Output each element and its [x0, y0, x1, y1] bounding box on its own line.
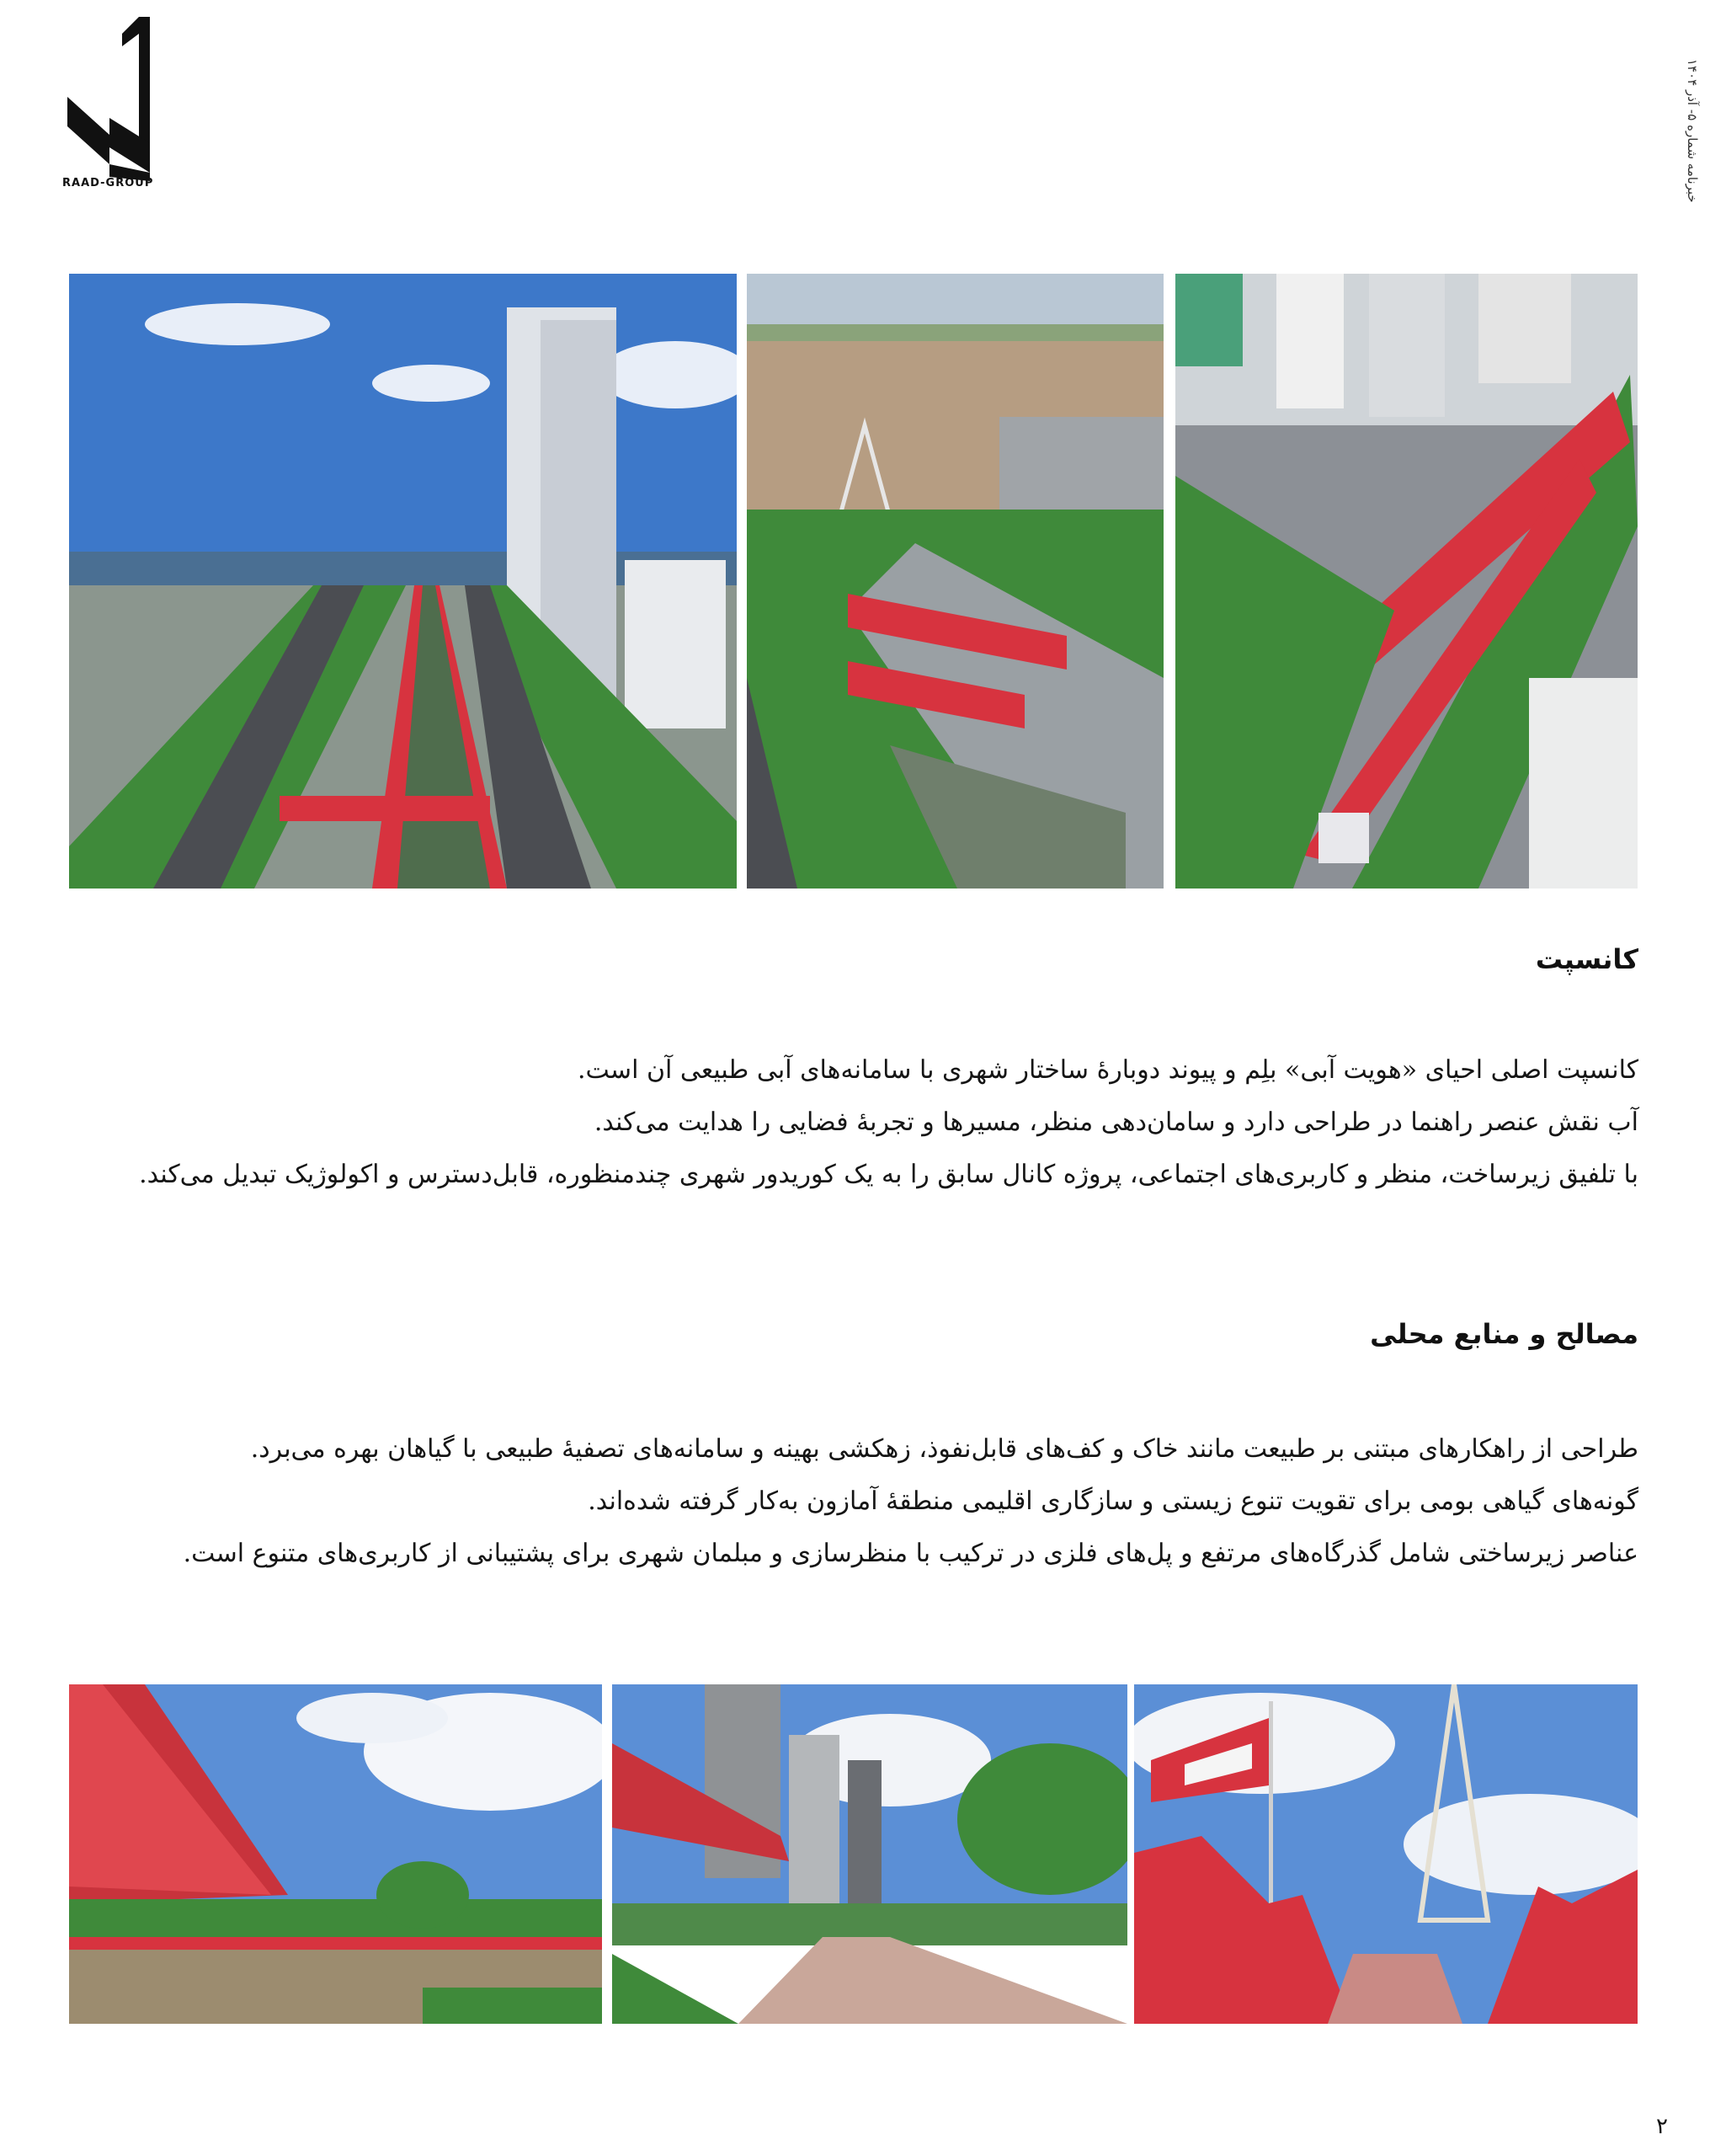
paragraph-line: طراحی از راهکارهای مبتنی بر طبیعت مانند خاک و کف‌های قابل‌نفوذ، زهکشی بهینه و سامانه‌های تصفیهٔ طبیعی با گیاهان بهره می‌برد.	[250, 1434, 1638, 1464]
paragraph-line: گونه‌های گیاهی بومی برای تقویت تنوع زیستی و سازگاری اقلیمی منطقهٔ آمازون به‌کار گرفته شده‌اند.	[588, 1486, 1638, 1516]
issue-note: خبرنامه شماره ۵- آذر ۱۴۰۴	[1685, 59, 1700, 203]
photo-aerial-canal-river	[747, 274, 1164, 889]
flag-photo-icon	[1134, 1684, 1638, 2024]
aerial-city-photo-icon	[1175, 274, 1638, 889]
page-number: ۲	[1656, 2114, 1668, 2139]
paragraph-line: کانسپت اصلی احیای «هویت آبی» بلِم و پیوند دوبارهٔ ساختار شهری با سامانه‌های آبی طبیعی آن است.	[577, 1055, 1638, 1085]
photo-promenade-towers	[612, 1684, 1127, 2024]
promenade-photo-icon	[612, 1684, 1127, 2024]
raad-group-logo	[59, 17, 160, 194]
logo-mark-icon	[59, 17, 160, 194]
photo-aerial-canal-bay	[69, 274, 737, 889]
logo-text: RAAD-GROUP	[62, 177, 154, 189]
aerial-city-photo-icon	[69, 274, 737, 889]
paragraph-line: آب نقش عنصر راهنما در طراحی دارد و سامان‌دهی منظر، مسیرها و تجربهٔ فضایی را هدایت می‌کند.	[594, 1107, 1638, 1137]
photo-flag-red-ramp	[1134, 1684, 1638, 2024]
paragraph-line: عناصر زیرساختی شامل گذرگاه‌های مرتفع و پل‌های فلزی در ترکیب با منظرسازی و مبلمان شهری برای پشتیبانی از کاربری‌های متنوع است.	[183, 1539, 1638, 1568]
aerial-city-photo-icon	[747, 274, 1164, 889]
section-body-concept	[56, 1044, 1638, 1201]
photo-aerial-canal-street	[1175, 274, 1638, 889]
section-title-concept: کانسپت	[1535, 943, 1638, 975]
walkway-photo-icon	[69, 1684, 602, 2024]
paragraph-line: با تلفیق زیرساخت، منظر و کاربری‌های اجتماعی، پروژه کانال سابق را به یک کوریدور شهری چندمنظوره، قابل‌دسترس و اکولوژیک تبدیل می‌کند.	[139, 1160, 1638, 1189]
section-body-materials	[56, 1423, 1638, 1580]
photo-red-walkway-bridge	[69, 1684, 602, 2024]
section-title-materials: مصالح و منابع محلی	[1370, 1318, 1638, 1350]
